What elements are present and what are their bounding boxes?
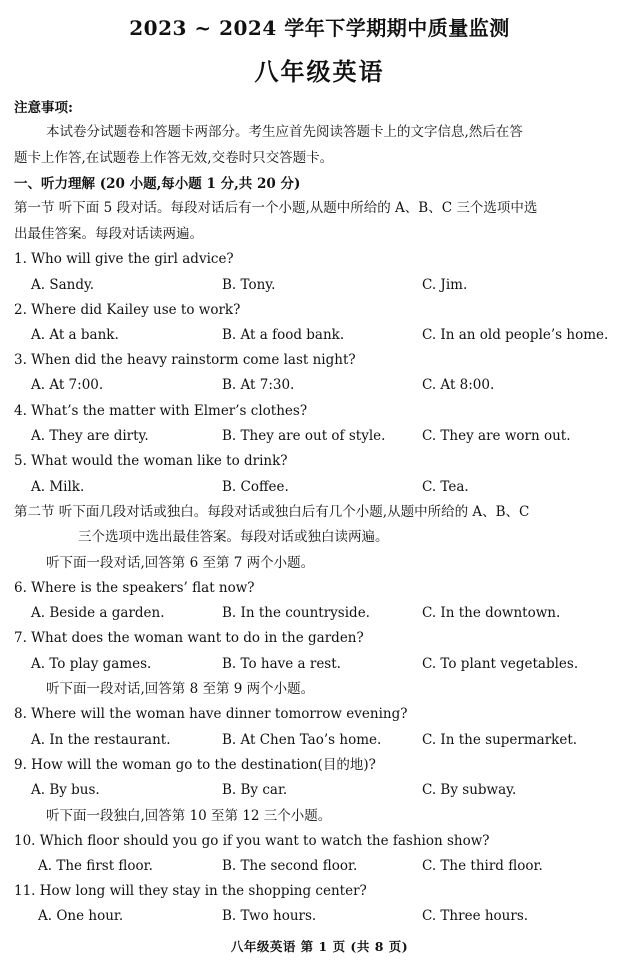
q11-option-b: B. Two hours. xyxy=(222,908,317,924)
question-8: 8. Where will the woman have dinner tomorrow evening? xyxy=(14,706,408,722)
question-11: 11. How long will they stay in the shopping center? xyxy=(14,883,367,899)
q9-option-a: A. By bus. xyxy=(31,782,100,798)
q10-option-a: A. The first floor. xyxy=(38,858,153,874)
q9-option-b: B. By car. xyxy=(222,782,288,798)
exam-title: 2023 ~ 2024 学年下学期期中质量监测 xyxy=(129,16,510,40)
question-1: 1. Who will give the girl advice? xyxy=(14,251,234,267)
q3-option-a: A. At 7:00. xyxy=(31,377,104,393)
q10-option-c: C. The third floor. xyxy=(422,858,543,874)
subject-title: 八年级英语 xyxy=(254,57,385,86)
q6-option-c: C. In the downtown. xyxy=(422,605,561,621)
q2-option-b: B. At a food bank. xyxy=(222,327,345,343)
q8-option-b: B. At Chen Tao’s home. xyxy=(222,732,382,748)
q11-option-c: C. Three hours. xyxy=(422,908,529,924)
q3-option-c: C. At 8:00. xyxy=(422,377,495,393)
q1-option-b: B. Tony. xyxy=(222,277,276,293)
q7-option-c: C. To plant vegetables. xyxy=(422,656,579,672)
q6-option-b: B. In the countryside. xyxy=(222,605,370,621)
q7-option-b: B. To have a rest. xyxy=(222,656,341,672)
question-6: 6. Where is the speakers’ flat now? xyxy=(14,580,255,596)
notice-text-1: 本试卷分试题卷和答题卡两部分。考生应首先阅读答题卡上的文字信息,然后在答 xyxy=(46,124,523,140)
q7-option-a: A. To play games. xyxy=(31,656,152,672)
q5-option-a: A. Milk. xyxy=(31,479,85,495)
q2-option-c: C. In an old people’s home. xyxy=(422,327,609,343)
question-3: 3. When did the heavy rainstorm come last night? xyxy=(14,352,356,368)
question-4: 4. What’s the matter with Elmer’s clothes? xyxy=(14,403,308,419)
q2-option-a: A. At a bank. xyxy=(31,327,119,343)
q10-option-b: B. The second floor. xyxy=(222,858,358,874)
q1-option-c: C. Jim. xyxy=(422,277,468,293)
section1-instruction-1: 第一节 听下面 5 段对话。每段对话后有一个小题,从题中所给的 A、B、C 三个选项中选 xyxy=(14,200,538,216)
q9-option-c: C. By subway. xyxy=(422,782,517,798)
question-7: 7. What does the woman want to do in the garden? xyxy=(14,630,364,646)
section2-instruction-1: 第二节 听下面几段对话或独白。每段对话或独白后有几个小题,从题中所给的 A、B、C xyxy=(14,504,530,520)
q8-option-c: C. In the supermarket. xyxy=(422,732,578,748)
part1-heading: 一、听力理解 (20 小题,每小题 1 分,共 20 分) xyxy=(14,176,301,192)
page-footer: 八年级英语 第 1 页 (共 8 页) xyxy=(230,939,409,954)
notice-text-2: 题卡上作答,在试题卷上作答无效,交卷时只交答题卡。 xyxy=(14,150,334,166)
instruction-q10-12: 听下面一段独白,回答第 10 至第 12 三个小题。 xyxy=(46,808,332,824)
q1-option-a: A. Sandy. xyxy=(31,277,95,293)
instruction-q6-7: 听下面一段对话,回答第 6 至第 7 两个小题。 xyxy=(46,555,315,571)
instruction-q8-9: 听下面一段对话,回答第 8 至第 9 两个小题。 xyxy=(46,681,315,697)
section2-instruction-2: 三个选项中选出最佳答案。每段对话或独白读两遍。 xyxy=(78,529,389,545)
q4-option-a: A. They are dirty. xyxy=(31,428,149,444)
q8-option-a: A. In the restaurant. xyxy=(31,732,171,748)
question-2: 2. Where did Kailey use to work? xyxy=(14,302,241,318)
q6-option-a: A. Beside a garden. xyxy=(31,605,165,621)
q11-option-a: A. One hour. xyxy=(38,908,124,924)
q4-option-c: C. They are worn out. xyxy=(422,428,571,444)
question-9: 9. How will the woman go to the destination(目的地)? xyxy=(14,757,376,773)
section1-instruction-2: 出最佳答案。每段对话读两遍。 xyxy=(14,226,203,242)
question-10: 10. Which floor should you go if you want to watch the fashion show? xyxy=(14,833,490,849)
q4-option-b: B. They are out of style. xyxy=(222,428,386,444)
q5-option-b: B. Coffee. xyxy=(222,479,289,495)
notice-heading: 注意事项: xyxy=(14,100,73,116)
q3-option-b: B. At 7:30. xyxy=(222,377,295,393)
q5-option-c: C. Tea. xyxy=(422,479,469,495)
question-5: 5. What would the woman like to drink? xyxy=(14,453,288,469)
